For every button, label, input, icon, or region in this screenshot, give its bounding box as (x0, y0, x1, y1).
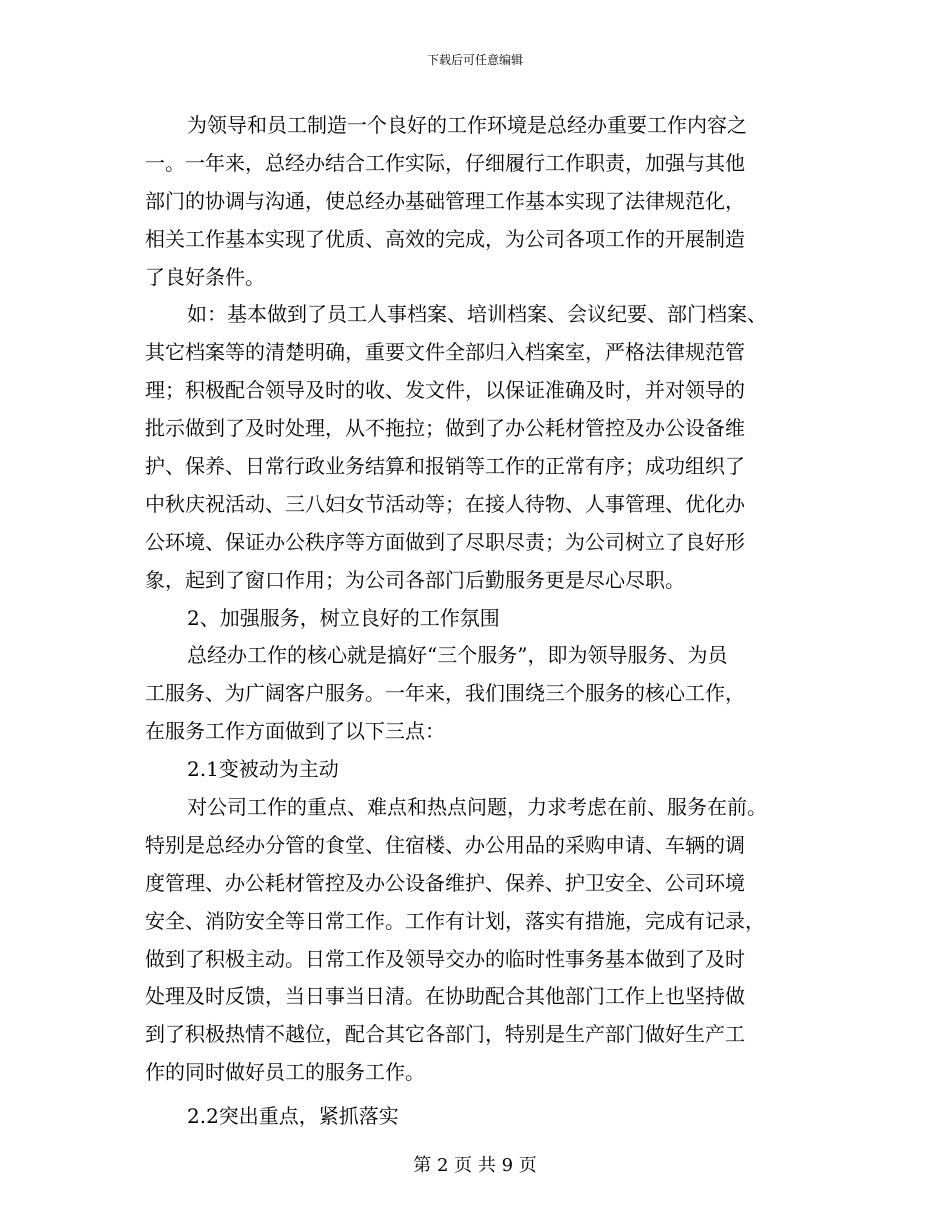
body-line: 如：基本做到了员工人事档案、培训档案、会议纪要、部门档案、 (187, 302, 767, 327)
body-line: 作的同时做好员工的服务工作。 (145, 1060, 425, 1085)
body-line: 对公司工作的重点、难点和热点问题，力求考虑在前、服务在前。 (187, 795, 767, 820)
body-line: 总经办工作的核心就是搞好“三个服务”，即为领导服务、为员 (187, 643, 728, 668)
body-line: 特别是总经办分管的食堂、住宿楼、办公用品的采购申请、车辆的调 (145, 832, 745, 857)
subsection-heading: 2.2突出重点，紧抓落实 (187, 1104, 399, 1129)
body-line: 批示做到了及时处理，从不拖拉；做到了办公耗材管控及办公设备维 (145, 416, 745, 441)
body-line: 处理及时反馈，当日事当日清。在协助配合其他部门工作上也坚持做 (145, 984, 745, 1009)
body-line: 相关工作基本实现了优质、高效的完成，为公司各项工作的开展制造 (145, 226, 745, 251)
page-header: 下载后可任意编辑 (426, 53, 523, 67)
body-line: 部门的协调与沟通，使总经办基础管理工作基本实现了法律规范化， (145, 188, 745, 213)
body-line: 工服务、为广阔客户服务。一年来，我们围绕三个服务的核心工作， (145, 681, 745, 706)
body-line: 安全、消防安全等日常工作。工作有计划，落实有措施，完成有记录， (145, 908, 765, 933)
body-line: 公环境、保证办公秩序等方面做到了尽职尽责；为公司树立了良好形 (145, 529, 745, 554)
body-line: 了良好条件。 (145, 264, 265, 289)
body-line: 度管理、办公耗材管控及办公设备维护、保养、护卫安全、公司环境 (145, 870, 745, 895)
body-line: 到了积极热情不越位，配合其它各部门，特别是生产部门做好生产工 (145, 1022, 745, 1047)
body-line: 其它档案等的清楚明确，重要文件全部归入档案室，严格法律规范管 (145, 340, 745, 365)
body-line: 为领导和员工制造一个良好的工作环境是总经办重要工作内容之 (187, 113, 747, 137)
body-line: 在服务工作方面做到了以下三点： (145, 719, 445, 744)
body-line: 一。一年来，总经办结合工作实际，仔细履行工作职责，加强与其他 (145, 150, 745, 175)
body-line: 中秋庆祝活动、三八妇女节活动等；在接人待物、人事管理、优化办 (145, 491, 745, 516)
body-line: 护、保养、日常行政业务结算和报销等工作的正常有序；成功组织了 (145, 454, 745, 479)
body-line: 理；积极配合领导及时的收、发文件，以保证准确及时，并对领导的 (145, 378, 745, 403)
page-number: 第 2 页 共 9 页 (413, 1155, 537, 1176)
body-line: 象，起到了窗口作用；为公司各部门后勤服务更是尽心尽职。 (145, 567, 685, 592)
document-body (145, 107, 820, 1136)
body-line: 做到了积极主动。日常工作及领导交办的临时性事务基本做到了及时 (145, 946, 745, 971)
section-heading: 2、加强服务，树立良好的工作氛围 (187, 605, 500, 630)
subsection-heading: 2.1变被动为主动 (187, 757, 339, 782)
